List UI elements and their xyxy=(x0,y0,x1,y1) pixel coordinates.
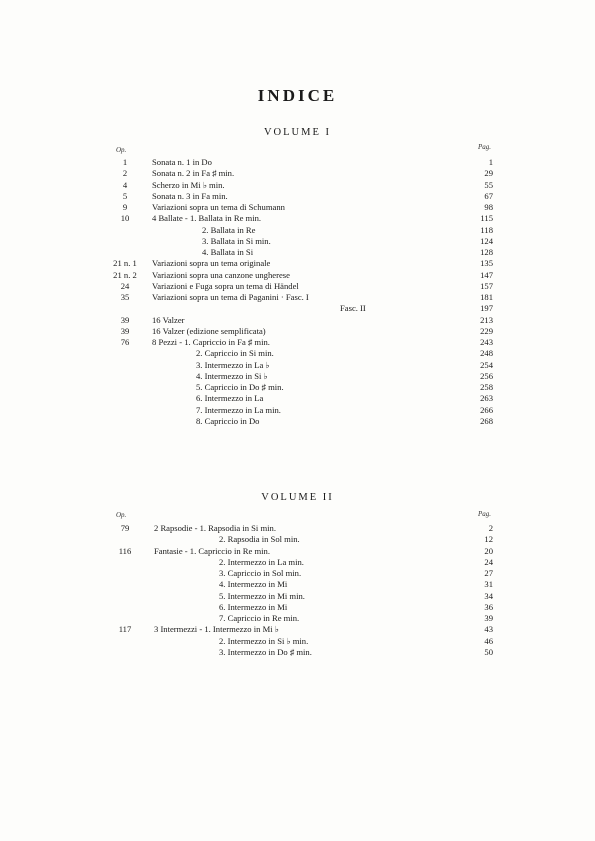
index-row xyxy=(0,416,595,426)
entry-title: 3. Capriccio in Sol min. xyxy=(219,568,302,578)
page-number: 24 xyxy=(484,556,493,567)
index-row xyxy=(0,591,595,601)
entry-title: 7. Capriccio in Re min. xyxy=(219,613,300,623)
page-number: 31 xyxy=(484,579,493,590)
index-row xyxy=(0,281,595,291)
page-number: 263 xyxy=(480,393,493,404)
index-row xyxy=(0,247,595,257)
entry-title: 2. Rapsodia in Sol min. xyxy=(219,534,300,545)
entry-title: 6. Intermezzo in Mi xyxy=(219,601,288,612)
index-row xyxy=(0,534,595,544)
page-number: 256 xyxy=(480,370,493,381)
index-row xyxy=(0,202,595,212)
entry-title: Variazioni sopra una canzone ungherese xyxy=(152,269,290,280)
index-row xyxy=(0,382,595,392)
index-row xyxy=(0,602,595,612)
entry-title: 4. Ballata in Si xyxy=(202,247,254,257)
opus-number: 1 xyxy=(122,157,128,167)
page-number: 147 xyxy=(480,269,493,280)
opus-number: 116 xyxy=(118,545,132,556)
index-row xyxy=(0,647,595,657)
opus-number: 4 xyxy=(122,179,128,190)
page-title: INDICE xyxy=(257,86,338,105)
index-row xyxy=(0,292,595,302)
page-number: 229 xyxy=(480,325,493,336)
entry-title: 3. Ballata in Si min. xyxy=(202,235,271,246)
entry-title: 3. Intermezzo in Do ♯ min. xyxy=(219,646,312,657)
index-row xyxy=(0,180,595,190)
entry-title: 6. Intermezzo in La xyxy=(196,393,264,404)
index-row xyxy=(0,568,595,578)
page-number: 181 xyxy=(480,292,493,302)
page-number: 2 xyxy=(488,523,493,533)
page-number: 157 xyxy=(480,280,493,291)
entry-title: Sonata n. 1 in Do xyxy=(152,157,212,167)
index-row xyxy=(0,225,595,235)
entry-title: 8 Pezzi - 1. Capriccio in Fa ♯ min. xyxy=(152,337,270,347)
entry-title: 4 Ballate - 1. Ballata in Re min. xyxy=(152,213,262,224)
entry-title: 2 Rapsodie - 1. Rapsodia in Si min. xyxy=(154,523,276,533)
page-number: 128 xyxy=(480,247,493,257)
index-row xyxy=(0,168,595,178)
entry-title: Variazioni sopra un tema originale xyxy=(152,258,271,269)
index-row xyxy=(0,303,595,313)
opus-number: 2 xyxy=(122,168,128,179)
page-number: 50 xyxy=(484,646,493,657)
entry-title: 4. Intermezzo in Mi xyxy=(219,579,288,590)
opus-number: 76 xyxy=(120,337,130,347)
page-number: 34 xyxy=(484,590,493,601)
entry-title: 8. Capriccio in Do xyxy=(196,415,260,426)
page-number: 36 xyxy=(484,601,493,612)
index-row xyxy=(0,636,595,646)
index-row xyxy=(0,191,595,201)
page-number: 135 xyxy=(480,258,493,269)
entry-title: 16 Valzer xyxy=(152,314,185,325)
page-number: 243 xyxy=(480,337,493,347)
opus-number: 39 xyxy=(120,314,130,325)
index-row xyxy=(0,624,595,634)
volume-2-heading: VOLUME II xyxy=(261,492,334,503)
index-row xyxy=(0,546,595,556)
index-row xyxy=(0,348,595,358)
entry-title: Variazioni sopra un tema di Schumann xyxy=(152,202,285,212)
page-number: 98 xyxy=(484,202,493,212)
entry-title: 4. Intermezzo in Si ♭ xyxy=(196,370,268,381)
page-number: 67 xyxy=(484,190,493,201)
index-row xyxy=(0,371,595,381)
entry-title: 3 Intermezzi - 1. Intermezzo in Mi ♭ xyxy=(154,624,279,635)
page-number: 266 xyxy=(480,404,493,415)
entry-title: 16 Valzer (edizione semplificata) xyxy=(152,325,266,336)
opus-number: 79 xyxy=(120,523,130,533)
opus-number: 10 xyxy=(120,213,130,224)
index-row xyxy=(0,579,595,589)
volume-1-heading: VOLUME I xyxy=(263,127,332,138)
index-row xyxy=(0,236,595,246)
index-row xyxy=(0,157,595,167)
entry-title: Fantasie - 1. Capriccio in Re min. xyxy=(154,545,270,556)
page-number: 268 xyxy=(480,415,493,426)
index-row xyxy=(0,213,595,223)
index-row xyxy=(0,337,595,347)
page-number: 213 xyxy=(480,314,493,325)
opus-number: 21 n. 1 xyxy=(113,258,137,269)
page-number: 254 xyxy=(480,359,493,370)
page-number: 115 xyxy=(480,213,493,224)
entry-title: 3. Intermezzo in La ♭ xyxy=(196,359,270,370)
page-number: 248 xyxy=(480,348,493,359)
page-number: 124 xyxy=(480,235,493,246)
entry-title: 2. Intermezzo in La min. xyxy=(219,556,304,567)
index-row xyxy=(0,270,595,280)
entry-title: 2. Capriccio in Si min. xyxy=(196,348,274,359)
index-row xyxy=(0,360,595,370)
entry-title: Scherzo in Mi ♭ min. xyxy=(152,179,225,190)
index-row xyxy=(0,258,595,268)
entry-title: 5. Capriccio in Do ♯ min. xyxy=(196,382,284,392)
index-row xyxy=(0,315,595,325)
entry-title: 2. Intermezzo in Si ♭ min. xyxy=(219,635,309,646)
index-row xyxy=(0,523,595,533)
entry-title: 2. Ballata in Re xyxy=(202,224,256,235)
volume-2-page-header: Pag. xyxy=(478,510,492,518)
page-number: 118 xyxy=(480,224,493,235)
page-number: 43 xyxy=(484,624,493,635)
page-number: 20 xyxy=(484,545,493,556)
volume-2-op-header: Op. xyxy=(116,511,127,519)
opus-number: 24 xyxy=(120,280,130,291)
page-number: 258 xyxy=(480,382,493,392)
page-number: 39 xyxy=(484,613,493,623)
index-row xyxy=(0,613,595,623)
page-number: 27 xyxy=(484,568,493,578)
opus-number: 39 xyxy=(120,325,130,336)
page-number: 55 xyxy=(484,179,493,190)
volume-1-op-header: Op. xyxy=(116,146,127,154)
entry-title: Variazioni e Fuga sopra un tema di Händel xyxy=(152,280,299,291)
entry-title: Variazioni sopra un tema di Paganini · Fasc. I xyxy=(152,292,309,302)
entry-title: Sonata n. 3 in Fa min. xyxy=(152,190,228,201)
entry-title: Fasc. II xyxy=(340,303,366,314)
index-row xyxy=(0,393,595,403)
opus-number: 5 xyxy=(122,190,128,201)
opus-number: 35 xyxy=(120,292,130,302)
entry-title: 7. Intermezzo in La min. xyxy=(196,404,281,415)
page-number: 197 xyxy=(480,303,493,314)
index-row xyxy=(0,405,595,415)
page-number: 46 xyxy=(484,635,493,646)
index-row xyxy=(0,326,595,336)
entry-title: 5. Intermezzo in Mi min. xyxy=(219,590,305,601)
opus-number: 21 n. 2 xyxy=(113,269,137,280)
page-number: 12 xyxy=(484,534,493,545)
page-number: 29 xyxy=(484,168,493,179)
entry-title: Sonata n. 2 in Fa ♯ min. xyxy=(152,168,235,179)
index-row xyxy=(0,557,595,567)
opus-number: 9 xyxy=(122,202,128,212)
opus-number: 117 xyxy=(118,624,132,635)
page-number: 1 xyxy=(488,157,493,167)
volume-1-page-header: Pag. xyxy=(478,143,492,151)
